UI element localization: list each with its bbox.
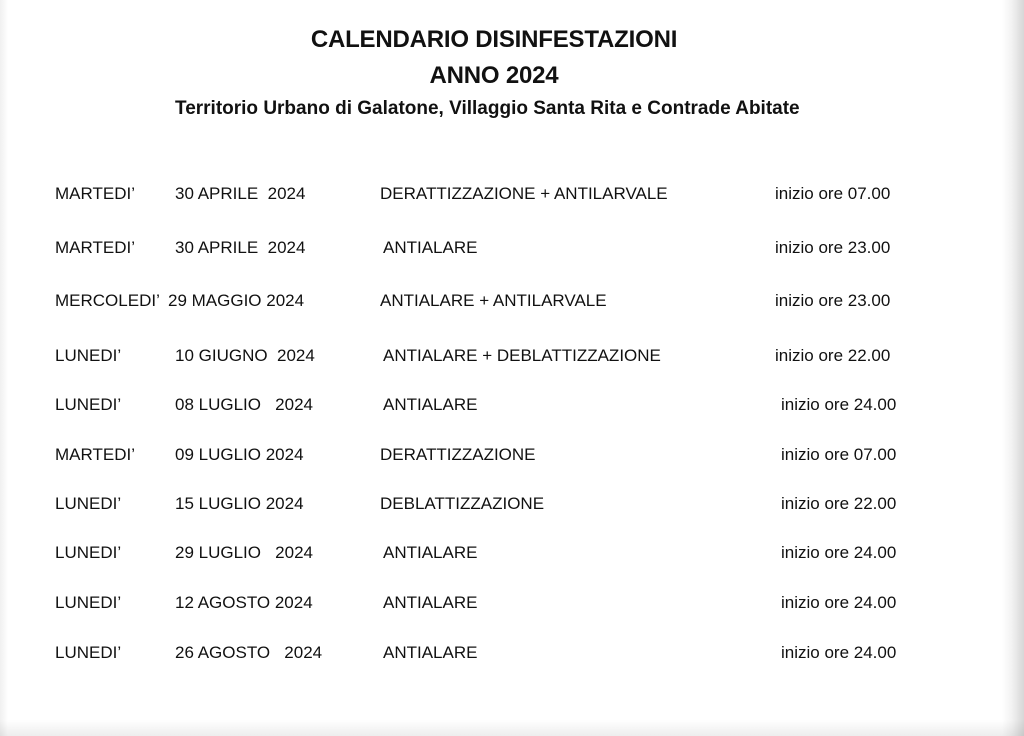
schedule-day: MARTEDI’ bbox=[55, 445, 135, 464]
schedule-activity: ANTIALARE bbox=[383, 395, 478, 414]
schedule-day: LUNEDI’ bbox=[55, 346, 122, 365]
schedule-activity: ANTIALARE + DEBLATTIZZAZIONE bbox=[383, 346, 661, 365]
schedule-date: 30 APRILE 2024 bbox=[175, 238, 306, 257]
schedule-date: 30 APRILE 2024 bbox=[175, 184, 306, 203]
schedule-start-time: inizio ore 24.00 bbox=[781, 395, 897, 414]
schedule-date: 09 LUGLIO 2024 bbox=[175, 445, 304, 464]
schedule-day: LUNEDI’ bbox=[55, 395, 122, 414]
schedule-row bbox=[0, 492, 1024, 516]
schedule-start-time: inizio ore 22.00 bbox=[781, 494, 897, 513]
schedule-date: 08 LUGLIO 2024 bbox=[175, 395, 313, 414]
schedule-row bbox=[0, 541, 1024, 565]
schedule-date: 10 GIUGNO 2024 bbox=[175, 346, 315, 365]
schedule-date: 15 LUGLIO 2024 bbox=[175, 494, 304, 513]
schedule-start-time: inizio ore 24.00 bbox=[781, 543, 897, 562]
schedule-date: 29 LUGLIO 2024 bbox=[175, 543, 313, 562]
schedule-row bbox=[0, 344, 1024, 368]
schedule-row bbox=[0, 236, 1024, 260]
schedule-day: LUNEDI’ bbox=[55, 494, 122, 513]
schedule-row bbox=[0, 443, 1024, 467]
schedule-row bbox=[0, 393, 1024, 417]
schedule-activity: ANTIALARE + ANTILARVALE bbox=[380, 291, 607, 310]
schedule-date: 12 AGOSTO 2024 bbox=[175, 593, 313, 612]
schedule-day: MARTEDI’ bbox=[55, 238, 135, 257]
schedule-start-time: inizio ore 07.00 bbox=[781, 445, 897, 464]
schedule-start-time: inizio ore 23.00 bbox=[775, 238, 891, 257]
schedule-start-time: inizio ore 07.00 bbox=[775, 184, 891, 203]
schedule-date: 29 MAGGIO 2024 bbox=[168, 291, 305, 310]
schedule-activity: ANTIALARE bbox=[383, 543, 478, 562]
schedule-date: 26 AGOSTO 2024 bbox=[175, 643, 323, 662]
schedule-row bbox=[0, 641, 1024, 665]
schedule-row bbox=[0, 289, 1024, 313]
schedule-activity: DEBLATTIZZAZIONE bbox=[380, 494, 545, 513]
schedule-start-time: inizio ore 22.00 bbox=[775, 346, 891, 365]
document-year: ANNO 2024 bbox=[429, 62, 559, 89]
schedule-activity: DERATTIZZAZIONE bbox=[380, 445, 536, 464]
schedule-activity: DERATTIZZAZIONE + ANTILARVALE bbox=[380, 184, 668, 203]
schedule-start-time: inizio ore 24.00 bbox=[781, 593, 897, 612]
schedule-activity: ANTIALARE bbox=[383, 593, 478, 612]
schedule-day: LUNEDI’ bbox=[55, 543, 122, 562]
schedule-activity: ANTIALARE bbox=[383, 238, 478, 257]
schedule-start-time: inizio ore 23.00 bbox=[775, 291, 891, 310]
schedule-day: LUNEDI’ bbox=[55, 593, 122, 612]
document-title: CALENDARIO DISINFESTAZIONI bbox=[310, 26, 678, 53]
schedule-day: LUNEDI’ bbox=[55, 643, 122, 662]
schedule-row bbox=[0, 591, 1024, 615]
schedule-start-time: inizio ore 24.00 bbox=[781, 643, 897, 662]
schedule-day: MERCOLEDI’ bbox=[55, 291, 160, 310]
document-subtitle: Territorio Urbano di Galatone, Villaggio Santa Rita e Contrade Abitate bbox=[175, 98, 800, 119]
schedule-row bbox=[0, 182, 1024, 206]
schedule-day: MARTEDI’ bbox=[55, 184, 135, 203]
schedule-activity: ANTIALARE bbox=[383, 643, 478, 662]
